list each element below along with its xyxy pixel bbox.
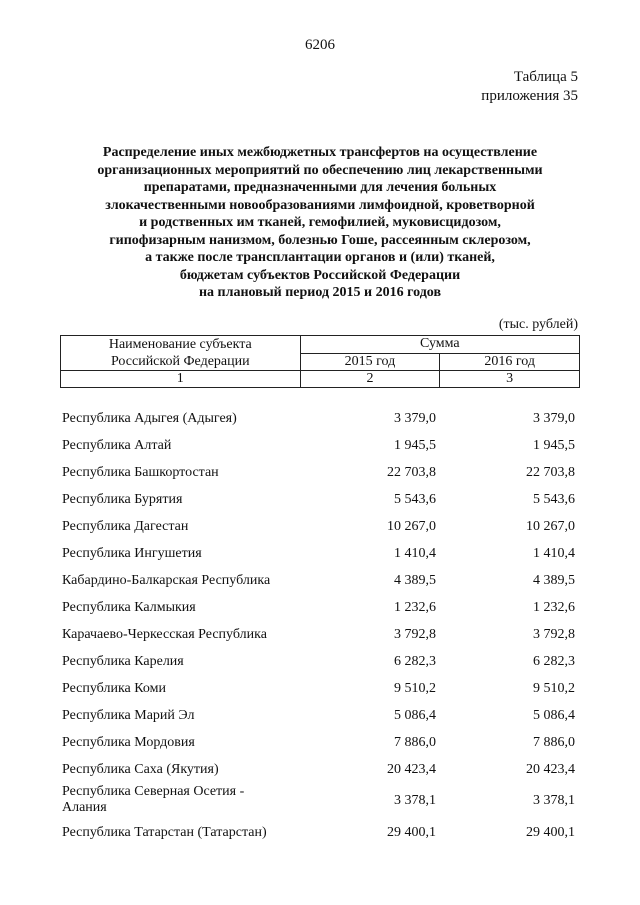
amount-2015: 1 410,4: [394, 546, 436, 561]
header-col-number-3: 3: [440, 371, 580, 388]
amount-2016: 1 410,4: [533, 546, 575, 561]
amount-2016: 6 282,3: [533, 654, 575, 669]
amount-2016: 20 423,4: [526, 762, 575, 777]
amount-2016: 9 510,2: [533, 681, 575, 696]
table-row: [62, 432, 578, 459]
amount-2015: 6 282,3: [394, 654, 436, 669]
amount-2016: 29 400,1: [526, 825, 575, 840]
header-sum: Сумма: [300, 336, 579, 354]
table-row: [62, 513, 578, 540]
amount-2015: 7 886,0: [394, 735, 436, 750]
amount-2016: 22 703,8: [526, 465, 575, 480]
header-col-number-1: 1: [61, 371, 301, 388]
title-line: препаратами, предназначенными для лечения больных: [143, 180, 497, 195]
table-row: [62, 567, 578, 594]
subject-name: Республика Коми: [62, 681, 166, 696]
amount-2015: 20 423,4: [387, 762, 436, 777]
subject-name: Республика Бурятия: [62, 492, 183, 507]
amount-2015: 5 543,6: [394, 492, 436, 507]
table-row: [62, 621, 578, 648]
subject-name: Кабардино-Балкарская Республика: [62, 573, 271, 588]
subject-name: Республика Саха (Якутия): [62, 762, 219, 777]
header-col-number-2: 2: [300, 371, 440, 388]
title-line: организационных мероприятий по обеспечению лиц лекарственными: [97, 162, 543, 178]
table-row: [62, 540, 578, 567]
subject-name: Республика Алтай: [62, 438, 172, 453]
title-line: бюджетам субъектов Российской Федерации: [179, 267, 461, 283]
amount-2016: 1 232,6: [533, 600, 575, 615]
title-line: гипофизарным нанизмом, болезнью Гоше, рассеянным склерозом,: [109, 232, 531, 248]
amount-2015: 3 378,1: [394, 793, 436, 808]
table-body: [62, 405, 578, 846]
amount-2016: 1 945,5: [533, 438, 575, 453]
table-header: [60, 335, 580, 388]
page-number: 6206: [305, 37, 335, 53]
title-line: и родственных им тканей, гемофилией, муковисцидозом,: [139, 215, 501, 230]
document-title: [60, 144, 580, 302]
units-label: (тыс. рублей): [498, 317, 578, 332]
amount-2016: 3 378,1: [533, 793, 575, 808]
title-line: на плановый период 2015 и 2016 годов: [198, 285, 442, 300]
amount-2016: 4 389,5: [533, 573, 575, 588]
header-year-2016: 2016 год: [440, 353, 580, 371]
amount-2016: 5 543,6: [533, 492, 575, 507]
title-line: а также после трансплантации органов и (или) тканей,: [145, 250, 495, 265]
table-reference-line1: Таблица 5: [513, 69, 578, 85]
subject-name: Республика Карелия: [62, 654, 184, 669]
table-row: [62, 405, 578, 432]
table-row: [62, 702, 578, 729]
table-row: [62, 594, 578, 621]
table-row: [62, 486, 578, 513]
amount-2015: 22 703,8: [387, 465, 436, 480]
amount-2015: 5 086,4: [394, 708, 436, 723]
title-line: Распределение иных межбюджетных трансфертов на осуществление: [102, 145, 538, 160]
amount-2015: 1 232,6: [394, 600, 436, 615]
table-reference: [481, 68, 578, 106]
header-subject-line1: Наименование субъекта: [108, 337, 252, 352]
table-row: [62, 783, 578, 819]
table-row: [62, 819, 578, 846]
amount-2015: 3 379,0: [394, 411, 436, 426]
subject-name: Республика Адыгея (Адыгея): [62, 411, 237, 426]
amount-2015: 29 400,1: [387, 825, 436, 840]
table-row: [62, 729, 578, 756]
table-row: [62, 675, 578, 702]
header-year-2015: 2015 год: [300, 353, 440, 371]
amount-2016: 3 379,0: [533, 411, 575, 426]
amount-2016: 5 086,4: [533, 708, 575, 723]
amount-2015: 1 945,5: [394, 438, 436, 453]
subject-name: Республика Северная Осетия - Алания: [62, 784, 245, 815]
amount-2015: 3 792,8: [394, 627, 436, 642]
amount-2015: 10 267,0: [387, 519, 436, 534]
table-row: [62, 459, 578, 486]
amount-2015: 9 510,2: [394, 681, 436, 696]
subject-name: Карачаево-Черкесская Республика: [62, 627, 267, 642]
subject-name: Республика Татарстан (Татарстан): [62, 825, 267, 840]
subject-name: Республика Дагестан: [62, 519, 189, 534]
amount-2016: 3 792,8: [533, 627, 575, 642]
table-reference-line2: приложения 35: [481, 88, 578, 104]
subject-name: Республика Ингушетия: [62, 546, 202, 561]
subject-name: Республика Башкортостан: [62, 465, 219, 480]
subject-name: Республика Калмыкия: [62, 600, 196, 615]
amount-2016: 10 267,0: [526, 519, 575, 534]
subject-name: Республика Марий Эл: [62, 708, 195, 723]
header-subject-name: [61, 336, 301, 371]
table-row: [62, 756, 578, 783]
header-subject-line2: Российской Федерации: [110, 354, 250, 369]
amount-2015: 4 389,5: [394, 573, 436, 588]
amount-2016: 7 886,0: [533, 735, 575, 750]
subject-name: Республика Мордовия: [62, 735, 195, 750]
table-row: [62, 648, 578, 675]
title-line: злокачественными новообразованиями лимфоидной, кроветворной: [105, 197, 535, 213]
